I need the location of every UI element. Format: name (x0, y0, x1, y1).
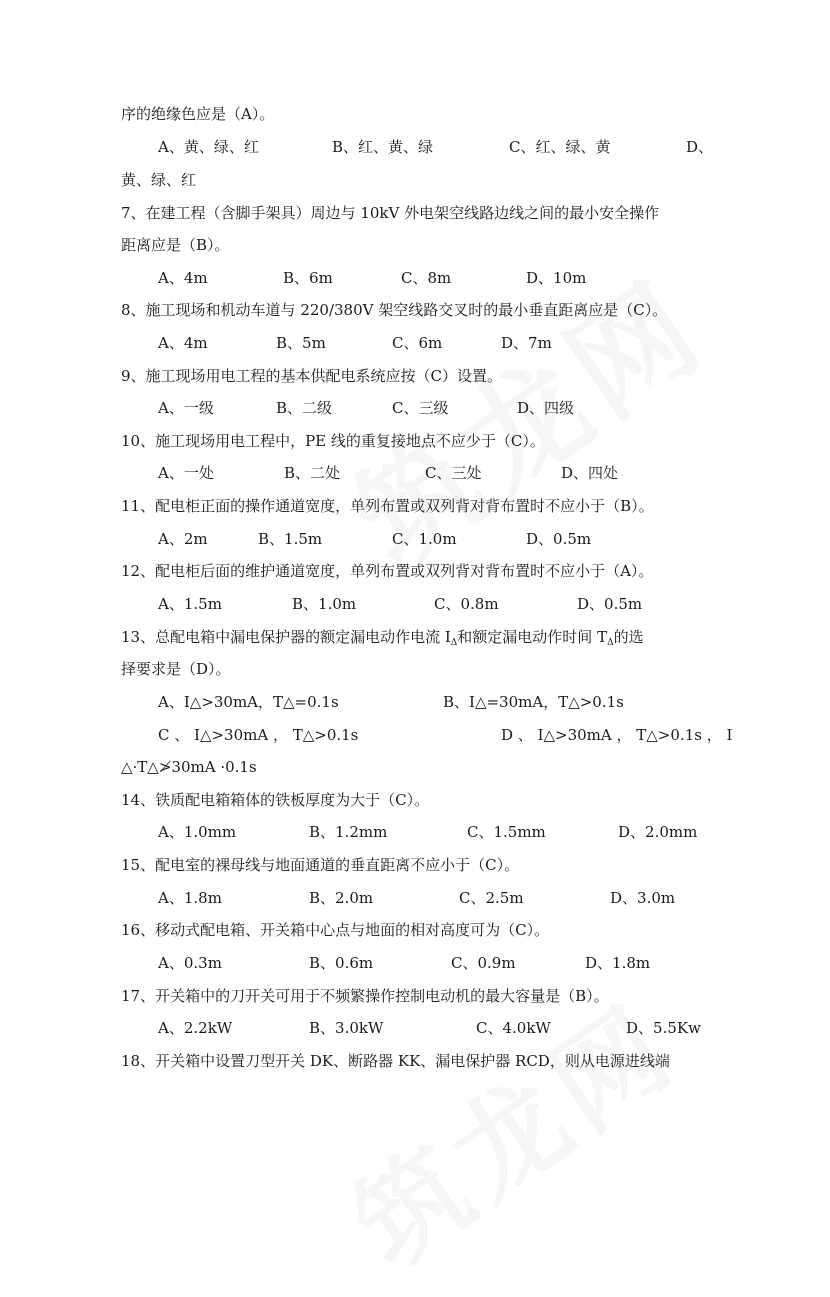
q17-option-d: D、5.5Kw (626, 1019, 701, 1037)
q9-option-b: B、二级 (276, 399, 333, 417)
q13-option-c: C 、 I△>30mA ， T△>0.1s (158, 726, 359, 744)
q17-option-a: A、2.2kW (158, 1019, 233, 1037)
q6-continuation: 序的绝缘色应是（A）。 (121, 105, 275, 123)
q10-option-d: D、四处 (561, 464, 619, 482)
q15-option-a: A、1.8m (158, 889, 222, 907)
q15-text: 15、配电室的裸母线与地面通道的垂直距离不应小于（C）。 (121, 856, 520, 874)
q14-text: 14、铁质配电箱箱体的铁板厚度为大于（C）。 (121, 791, 430, 809)
q17-option-b: B、3.0kW (309, 1019, 384, 1037)
q17-text: 17、开关箱中的刀开关可用于不频繁操作控制电动机的最大容量是（B）。 (121, 987, 609, 1005)
q16-option-a: A、0.3m (158, 954, 222, 972)
q11-option-c: C、1.0m (392, 530, 457, 548)
q10-text: 10、施工现场用电工程中，PE 线的重复接地点不应少于（C）。 (121, 432, 545, 450)
q13-text-pre: 13、总配电箱中漏电保护器的额定漏电动作电流 I (121, 628, 451, 646)
q9-option-c: C、三级 (392, 399, 449, 417)
q12-option-d: D、0.5m (577, 595, 643, 613)
q11-option-d: D、0.5m (526, 530, 592, 548)
q16-option-c: C、0.9m (451, 954, 516, 972)
q18-text: 18、开关箱中设置刀型开关 DK、断路器 KK、漏电保护器 RCD，则从电源进线端 (121, 1052, 670, 1070)
q8-option-b: B、5m (276, 334, 326, 352)
q10-option-b: B、二处 (284, 464, 341, 482)
q13-sub-1: Δ (450, 638, 458, 648)
q15-option-d: D、3.0m (610, 889, 676, 907)
watermark-bottom (317, 961, 703, 1297)
q9-option-a: A、一级 (158, 399, 214, 417)
q7-text-line2: 距离应是（B）。 (121, 236, 230, 254)
q10-option-a: A、一处 (158, 464, 214, 482)
q11-text: 11、配电柜正面的操作通道宽度，单列布置或双列背对背布置时不应小于（B）。 (121, 497, 654, 515)
q14-option-d: D、2.0mm (618, 823, 698, 841)
q12-option-b: B、1.0m (292, 595, 357, 613)
q13-text-post: 的选 (613, 628, 644, 646)
q13-sub-2: Δ (607, 638, 614, 648)
q7-option-c: C、8m (401, 269, 452, 287)
q13-option-d: D 、 I△>30mA ， T△>0.1s ， I (501, 726, 733, 744)
q11-option-b: B、1.5m (258, 530, 323, 548)
q8-option-a: A、4m (158, 334, 208, 352)
q12-option-a: A、1.5m (158, 595, 222, 613)
q8-option-c: C、6m (392, 334, 443, 352)
q16-text: 16、移动式配电箱、开关箱中心点与地面的相对高度可为（C）。 (121, 921, 550, 939)
q7-text-line1: 7、在建工程（含脚手架具）周边与 10kV 外电架空线路边线之间的最小安全操作 (121, 204, 660, 222)
q14-option-c: C、1.5mm (467, 823, 546, 841)
q13-option-a: A、I△>30mA，T△=0.1s (158, 693, 339, 711)
q7-option-a: A、4m (158, 269, 208, 287)
q17-option-c: C、4.0kW (476, 1019, 551, 1037)
q15-option-c: C、2.5m (459, 889, 524, 907)
q11-option-a: A、2m (158, 530, 208, 548)
q15-option-b: B、2.0m (309, 889, 374, 907)
q13-option-d-continuation: △·T△≯30mA ·0.1s (121, 758, 257, 776)
q13-text-line1 (121, 627, 644, 653)
q8-text: 8、施工现场和机动车道与 220/380V 架空线路交叉时的最小垂直距离应是（C）。 (121, 301, 668, 319)
q7-option-b: B、6m (283, 269, 333, 287)
q10-option-c: C、三处 (425, 464, 482, 482)
q6-option-a: A、黄、绿、红 (158, 138, 259, 156)
q6-option-c: C、红、绿、黄 (509, 138, 611, 156)
q16-option-d: D、1.8m (585, 954, 651, 972)
q14-option-b: B、1.2mm (309, 823, 388, 841)
q6-option-d-continuation: 黄、绿、红 (121, 171, 197, 189)
q13-text-mid: 和额定漏电动作时间 T (457, 628, 608, 646)
q9-text: 9、施工现场用电工程的基本供配电系统应按（C）设置。 (121, 367, 503, 385)
q16-option-b: B、0.6m (309, 954, 374, 972)
q13-option-b: B、I△=30mA，T△>0.1s (443, 693, 624, 711)
q9-option-d: D、四级 (517, 399, 575, 417)
q14-option-a: A、1.0mm (158, 823, 237, 841)
q6-option-b: B、红、黄、绿 (332, 138, 434, 156)
q6-option-d: D、 (686, 138, 714, 156)
q8-option-d: D、7m (501, 334, 552, 352)
q7-option-d: D、10m (526, 269, 587, 287)
q12-option-c: C、0.8m (434, 595, 499, 613)
q12-text: 12、配电柜后面的维护通道宽度，单列布置或双列背对背布置时不应小于（A）。 (121, 562, 654, 580)
q13-text-line2: 择要求是（D）。 (121, 660, 231, 678)
